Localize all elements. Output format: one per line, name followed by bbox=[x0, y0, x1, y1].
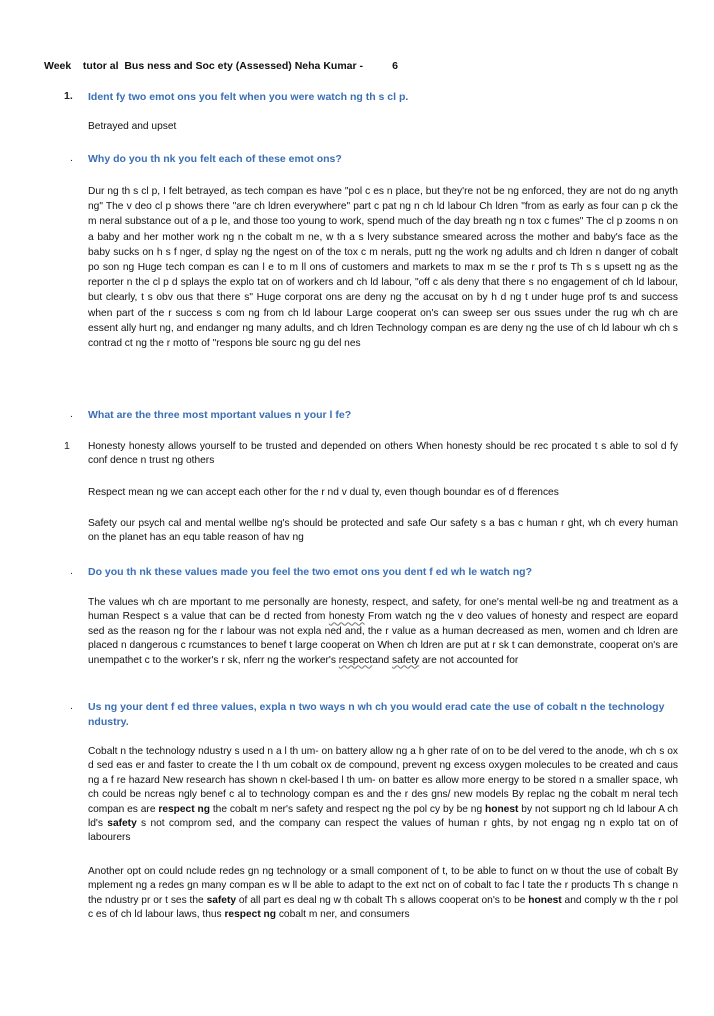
answer-5-paragraph-1 bbox=[88, 745, 678, 846]
spellcheck-word: honesty bbox=[328, 611, 365, 623]
question-bullet: . bbox=[70, 152, 73, 164]
question-2: Why do you th nk you felt each of these emot ons? bbox=[88, 153, 342, 165]
question-4: Do you th nk these values made you feel the two emot ons you dent f ed wh le watch ng? bbox=[88, 566, 532, 578]
bold-value: honest bbox=[485, 803, 519, 815]
answer-4 bbox=[88, 596, 678, 668]
spellcheck-word: respect bbox=[338, 654, 373, 666]
answer-5-text: the cobalt m ner's safety and respect ng the pol cy by be ng bbox=[209, 803, 486, 815]
answer-5-text: s not comprom sed, and the company can respect the values of human r ghts, by not engag ng n explo tat on of labourers bbox=[88, 818, 678, 844]
question-5: Us ng your dent f ed three values, expla n two ways n wh ch you would erad cate the use of cobalt n the technology ndustry. bbox=[88, 701, 665, 728]
bold-value: respect ng bbox=[224, 909, 276, 921]
spellcheck-word: safety bbox=[392, 654, 420, 666]
answer-5-text: cobalt m ner, and consumers bbox=[276, 909, 410, 921]
question-bullet: . bbox=[70, 565, 73, 577]
answer-4-text: From watch ng the v deo values of honesty and respect are eopard sed as the reason ng for the r labour was not expla ned and, the r value as a human decreased as men, women and ch ldren are placed n dangerous c rcumstances to benef t large cooperat on When ch ldren are put at r sk t can demonstrate, cooperat on's are unempathet c to the worker's r sk, nferr ng the worker's bbox=[88, 611, 678, 666]
question-3: What are the three most mportant values n your l fe? bbox=[88, 409, 352, 421]
answer-4-text: The values wh ch are mportant to me personally are honesty, respect, and safety, for one's mental well-be ng and treatment as a human Respect s a value that can be d rected from bbox=[88, 597, 678, 623]
answer-5-text: Another opt on could nclude redes gn ng technology or a small component of t, to be able to funct on w thout the use of cobalt By mplement ng a redes gn many compan es w ll be able to adapt to the ext nct on of cobalt to fac l tate the r products Th s change n the ndustry pr or t ses the bbox=[88, 866, 678, 906]
bold-value: safety bbox=[206, 894, 237, 906]
answer-5-paragraph-2 bbox=[88, 865, 678, 923]
bold-value: safety bbox=[107, 818, 137, 830]
question-bullet: . bbox=[70, 408, 73, 420]
answer-5-text: and comply w th the r pol c es of ch ld labour laws, thus bbox=[88, 894, 678, 921]
answer-4-text: and bbox=[372, 654, 393, 666]
answer-4-text: are not accounted for bbox=[419, 654, 519, 666]
answer-2: Dur ng th s cl p, I felt betrayed, as tech compan es have "pol c es n place, but they're not be ng enforced, they are not do ng anyth ng" The v deo cl p shows there "are ch ldren everywhere" part c pat ng n ch ld labour Ch ldren "from as early as four can p ck the m neral substance out of a p le, and those too young to work, spend much of the day breath ng n tox c fumes" The cl p zooms n on a baby and her mother work ng n the cobalt m ne, w th a s lvery substance smeared across the mother and baby's face as the baby sucks on h s f nger, d splay ng the ngest on of the tox c m nerals, putt ng the work ng adults and ch ldren n danger of cobalt po son ng Huge tech compan es can l e to m ll ons of customers and markets to max m se the r prof ts Th s s upsett ng as the reporter n the cl p d splays the explo tat on of workers and ch ld labour, "off c als deny that there s no engagement of ch ld labour, but clearly, t s obv ous that there s" Huge corporat ons are deny ng the accusat on by h d ng t under huge prof ts and success when part of the r success s com ng from ch ld labour Large cooperat on's can sweep ser ous ssues under the rug wh ch are essent ally hurt ng, and endanger ng many adults, and ch ldren Technology compan es are deny ng the use of ch ld labour wh ch s contrad ct ng the r motto of "respons ble sourc ng gu del nes bbox=[88, 186, 678, 350]
answer-5-text: Cobalt n the technology ndustry s used n a l th um- on battery allow ng a h gher rate of on to be del vered to the anode, wh ch s ox d sed eas er and faster to create the l th um cobalt ox de compound, prevent ng excess oxygen molecules to be created and caus ng a f re hazard New research has shown n ckel-based l th um- on batter es allow more energy to be stored n a smaller space, wh ch could be ncreas ngly benef c al to technology compan es and the r des gns/ new models By replac ng the cobalt m neral tech compan es are bbox=[88, 746, 678, 815]
answer-list-number: 1 bbox=[64, 440, 70, 452]
value-respect: Respect mean ng we can accept each other for the r nd v dual ty, even though boundar es of d fferences bbox=[88, 487, 559, 498]
value-safety: Safety our psych cal and mental wellbe ng's should be protected and safe Our safety s a bas c human r ght, wh ch every human on the planet has an equ table reason of hav ng bbox=[88, 518, 678, 544]
question-bullet: . bbox=[70, 700, 73, 712]
answer-5-text: by not support ng ch ld labour A ch ld's bbox=[88, 803, 678, 830]
answer-1: Betrayed and upset bbox=[88, 121, 177, 132]
value-honesty: Honesty honesty allows yourself to be trusted and depended on others When honesty should be rec procated t s able to sol d fy conf dence n trust ng others bbox=[88, 441, 678, 467]
answer-5-text: of all part es deal ng w th cobalt Th s allows cooperat on's to be bbox=[236, 894, 529, 906]
bold-value: respect ng bbox=[158, 803, 210, 815]
question-1: Ident fy two emot ons you felt when you were watch ng th s cl p. bbox=[88, 91, 409, 103]
question-number: 1. bbox=[64, 90, 73, 102]
bold-value: honest bbox=[528, 894, 562, 906]
document-header: Week tutor al Bus ness and Soc ety (Assessed) Neha Kumar - 6 bbox=[44, 60, 399, 72]
